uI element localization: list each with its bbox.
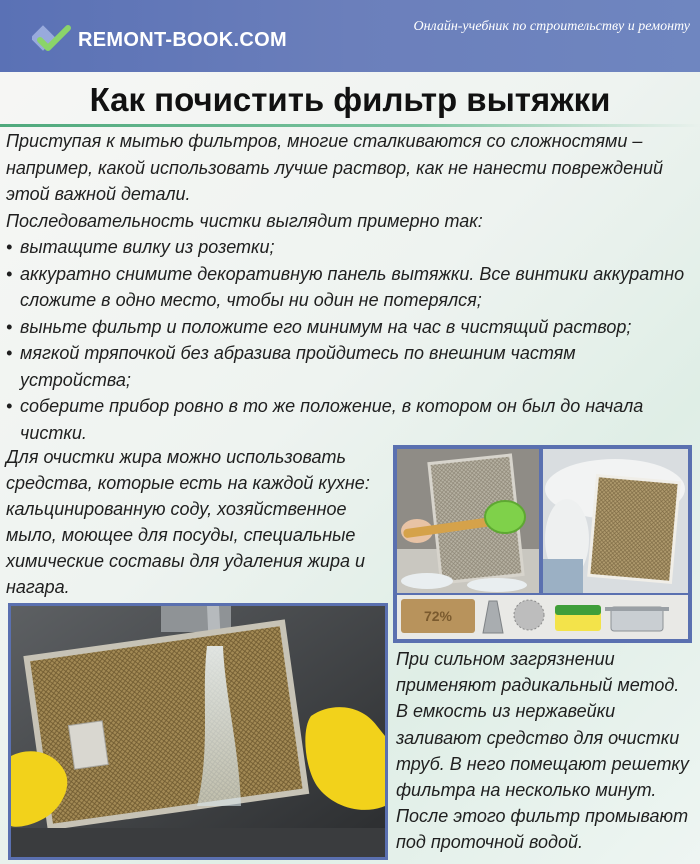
filter-rinsing-image: [8, 603, 388, 860]
intro-paragraph: Приступая к мытью фильтров, многие сталкиваются со сложностями – например, какой использовать лучше раствор, как не нанести повреждений этой важной детали.: [6, 131, 664, 204]
cleaning-collage-illustration: [397, 449, 688, 639]
cleaning-supplies-image: [393, 445, 692, 643]
page-title: Как почистить фильтр вытяжки: [89, 81, 611, 118]
site-tagline: Онлайн-учебник по строительству и ремонту: [413, 19, 690, 34]
filter-rinsing-illustration: [11, 606, 385, 857]
list-item: • аккуратно снимите декоративную панель вытяжки. Все винтики аккуратно сложите в одно место, чтобы ни один не потерялся;: [6, 261, 690, 314]
list-item: • вытащите вилку из розетки;: [6, 234, 690, 261]
site-brand[interactable]: REMONT-BOOK.COM: [78, 29, 287, 51]
radical-method-paragraph: При сильном загрязнении применяют радикальный метод. В емкость из нержавейки заливают средство для очистки труб. В него помещают решетку фильтра на несколько минут. После этого фильтр промывают под проточной водой.: [396, 649, 689, 853]
sequence-heading: Последовательность чистки выглядит примерно так:: [6, 210, 483, 231]
list-item: • соберите прибор ровно в то же положение, в котором он был до начала чистки.: [6, 393, 690, 446]
article-body: [6, 128, 690, 446]
logo-icon[interactable]: [32, 25, 72, 53]
steps-list: [6, 234, 690, 446]
list-item: • мягкой тряпочкой без абразива пройдитесь по внешним частям устройства;: [6, 340, 690, 393]
soap-label: 72%: [423, 608, 453, 624]
site-header: [0, 0, 700, 72]
title-underline: [0, 124, 700, 127]
list-item: • выньте фильтр и положите его минимум на час в чистящий раствор;: [6, 314, 690, 341]
cleaning-means-paragraph: Для очистки жира можно использовать средства, которые есть на каждой кухне: кальцинированную соду, хозяйственное мыло, моющее для посуды, специальные химические составы для удаления жира и нагара.: [6, 447, 370, 597]
